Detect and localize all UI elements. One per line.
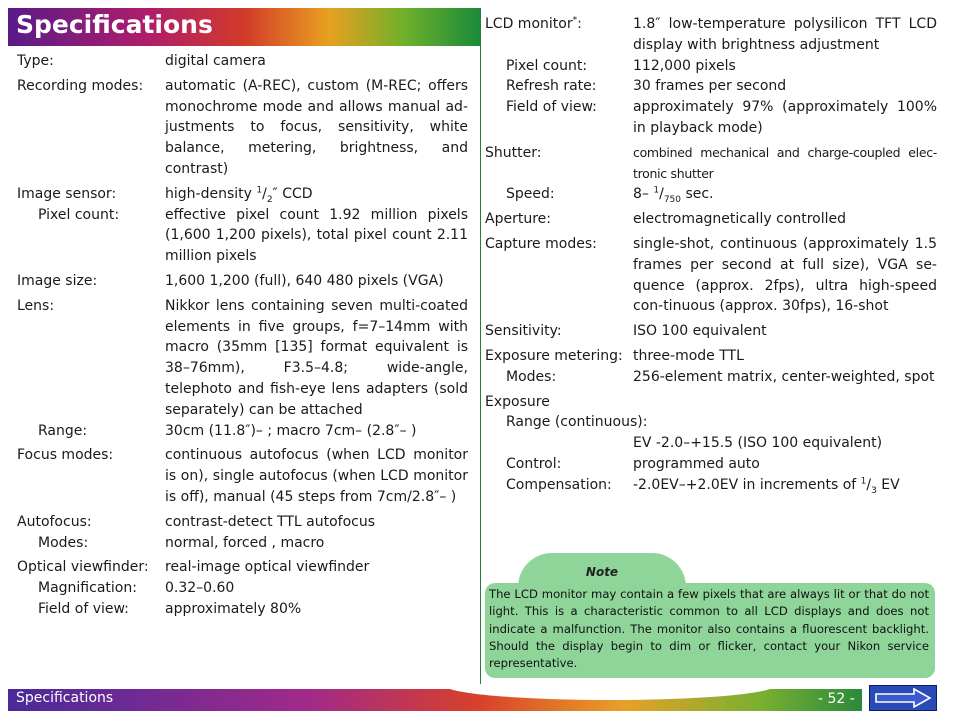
footer-section-label: Specifications bbox=[16, 690, 114, 706]
spec-label: Lens: bbox=[17, 297, 55, 314]
spec-label: Exposure metering: bbox=[485, 347, 623, 364]
spec-magnification bbox=[17, 578, 468, 599]
spec-label: Compensation: bbox=[506, 476, 612, 493]
spec-type bbox=[17, 51, 468, 72]
spec-value: 112,000 pixels bbox=[633, 57, 736, 74]
spec-label: Modes: bbox=[38, 534, 89, 551]
spec-label: Modes: bbox=[506, 368, 557, 385]
spec-value: digital camera bbox=[165, 53, 266, 69]
spec-exposure-compensation bbox=[485, 475, 937, 496]
spec-image-sensor bbox=[17, 184, 468, 205]
spec-value: effective pixel count 1.92 million pixels (1,600 1,200 pixels), total pixel count 2.11 million pixels bbox=[165, 206, 468, 265]
spec-aperture bbox=[485, 209, 937, 230]
arrow-right-icon bbox=[874, 688, 932, 708]
spec-label: Optical viewfinder: bbox=[17, 559, 149, 576]
spec-label: Range: bbox=[38, 422, 88, 439]
spec-value: programmed auto bbox=[633, 455, 760, 472]
spec-exposure bbox=[485, 392, 937, 413]
spec-value: combined mechanical and charge-coupled elec-tronic shutter bbox=[633, 144, 937, 181]
spec-vf-field-of-view bbox=[17, 599, 468, 620]
spec-label: Field of view: bbox=[38, 600, 129, 617]
spec-value: approximately 97% (approximately 100% in playback mode) bbox=[633, 99, 937, 136]
spec-exposure-range-value bbox=[485, 433, 937, 454]
spec-label: Control: bbox=[506, 455, 562, 472]
spec-value: 1,600 1,200 (full), 640 480 pixels (VGA) bbox=[165, 272, 444, 289]
spec-recording-modes bbox=[17, 76, 468, 180]
spec-pixel-count bbox=[17, 205, 468, 267]
spec-shutter-speed bbox=[485, 184, 937, 205]
spec-value: contrast-detect TTL autofocus bbox=[165, 513, 376, 530]
spec-label: Exposure bbox=[485, 393, 550, 410]
spec-label: LCD monitor*: bbox=[485, 15, 582, 32]
spec-capture-modes bbox=[485, 234, 937, 317]
spec-value: high-density $^1/_2''$ CCD bbox=[165, 185, 313, 205]
spec-label: Refresh rate: bbox=[506, 78, 597, 95]
spec-lcd-monitor bbox=[485, 14, 937, 56]
spec-value: EV -2.0–+15.5 (ISO 100 equivalent) bbox=[633, 435, 883, 452]
spec-value: 0.32–0.60 bbox=[165, 580, 235, 597]
spec-value: single-shot, continuous (approximately 1.5 frames per second at full size), VGA se-quence (approx. 2fps), ultra high-speed con-tinuous (approx. 30fps), 16-shot bbox=[633, 235, 937, 315]
spec-exposure-range bbox=[485, 412, 937, 433]
spec-label: Autofocus: bbox=[17, 513, 92, 530]
spec-value: 256-element matrix, center-weighted, spot bbox=[633, 368, 935, 385]
spec-value: real-image optical viewfinder bbox=[165, 559, 370, 576]
spec-value: automatic (A-REC), custom (M-REC; offers monochrome mode and allows manual ad-justments to focus, sensitivity, white balance, metering, brightness, and contrast) bbox=[165, 77, 468, 177]
page-number: - 52 - bbox=[818, 691, 855, 707]
spec-value: three-mode TTL bbox=[633, 347, 744, 364]
left-spec-column bbox=[17, 51, 468, 620]
spec-value: Nikkor lens containing seven multi-coated elements in five groups, f=7–14mm with macro (35mm [135] format equivalent is 38–76mm), F3.5–4.8; wide-angle, telephoto and fish-eye lens adapters (sold separately) can be attached bbox=[165, 297, 468, 418]
page-title: Specifications bbox=[16, 10, 213, 39]
spec-value: ISO 100 equivalent bbox=[633, 323, 767, 340]
spec-autofocus bbox=[17, 512, 468, 533]
spec-focus-modes bbox=[17, 445, 468, 507]
spec-optical-viewfinder bbox=[17, 557, 468, 578]
note-title: Note bbox=[585, 565, 619, 579]
spec-sensitivity bbox=[485, 321, 937, 342]
spec-image-size bbox=[17, 271, 468, 292]
spec-metering-modes bbox=[485, 367, 937, 388]
spec-value: normal, forced , macro bbox=[165, 534, 325, 551]
next-page-button[interactable] bbox=[869, 685, 937, 711]
spec-value: continuous autofocus (when LCD monitor is on), single autofocus (when LCD monitor is off), manual (45 steps from 7cm/2.8″– ) bbox=[165, 447, 468, 505]
spec-lcd-field-of-view bbox=[485, 97, 937, 139]
spec-value: electromagnetically controlled bbox=[633, 211, 846, 228]
right-spec-column bbox=[485, 14, 937, 496]
spec-label: Shutter: bbox=[485, 144, 542, 161]
spec-label: Speed: bbox=[506, 186, 555, 203]
spec-label: Image size: bbox=[17, 272, 98, 289]
spec-label: Field of view: bbox=[506, 99, 597, 116]
spec-lens bbox=[17, 296, 468, 421]
spec-label: Image sensor: bbox=[17, 185, 117, 202]
spec-label: Pixel count: bbox=[506, 57, 588, 74]
spec-label: Type: bbox=[17, 53, 54, 69]
spec-label: Aperture: bbox=[485, 211, 551, 228]
spec-refresh-rate bbox=[485, 76, 937, 97]
spec-label: Range (continuous): bbox=[506, 414, 648, 431]
spec-value: 1.8″ low-temperature polysilicon TFT LCD display with brightness adjustment bbox=[633, 16, 937, 53]
spec-value: 8– $^1/_{750}$ sec. bbox=[633, 185, 714, 206]
spec-label: Sensitivity: bbox=[485, 323, 562, 340]
spec-exposure-metering bbox=[485, 346, 937, 367]
spec-lcd-pixel-count bbox=[485, 56, 937, 77]
spec-shutter bbox=[485, 143, 937, 185]
spec-range bbox=[17, 421, 468, 442]
spec-value: approximately 80% bbox=[165, 600, 302, 617]
spec-label: Recording modes: bbox=[17, 77, 144, 94]
note-box: The LCD monitor may contain a few pixels that are always lit or that do not light. This is a characteristic common to all LCD displays and does not indicate a malfunction. The monitor also contains a fluorescent backlight. Should the display begin to dim or flicker, contact your Nikon service representative. bbox=[485, 583, 935, 678]
column-divider bbox=[480, 8, 481, 684]
spec-exposure-control bbox=[485, 454, 937, 475]
spec-value: 30cm (11.8″)– ; macro 7cm– (2.8″– ) bbox=[165, 422, 417, 439]
spec-label: Pixel count: bbox=[38, 206, 120, 223]
spec-af-modes bbox=[17, 533, 468, 554]
spec-label: Magnification: bbox=[38, 580, 137, 597]
spec-value: -2.0EV–+2.0EV in increments of $^1/_3$ EV bbox=[633, 476, 900, 496]
spec-label: Capture modes: bbox=[485, 235, 597, 252]
spec-value: 30 frames per second bbox=[633, 78, 787, 95]
title-banner bbox=[8, 8, 480, 46]
spec-label: Focus modes: bbox=[17, 447, 114, 464]
